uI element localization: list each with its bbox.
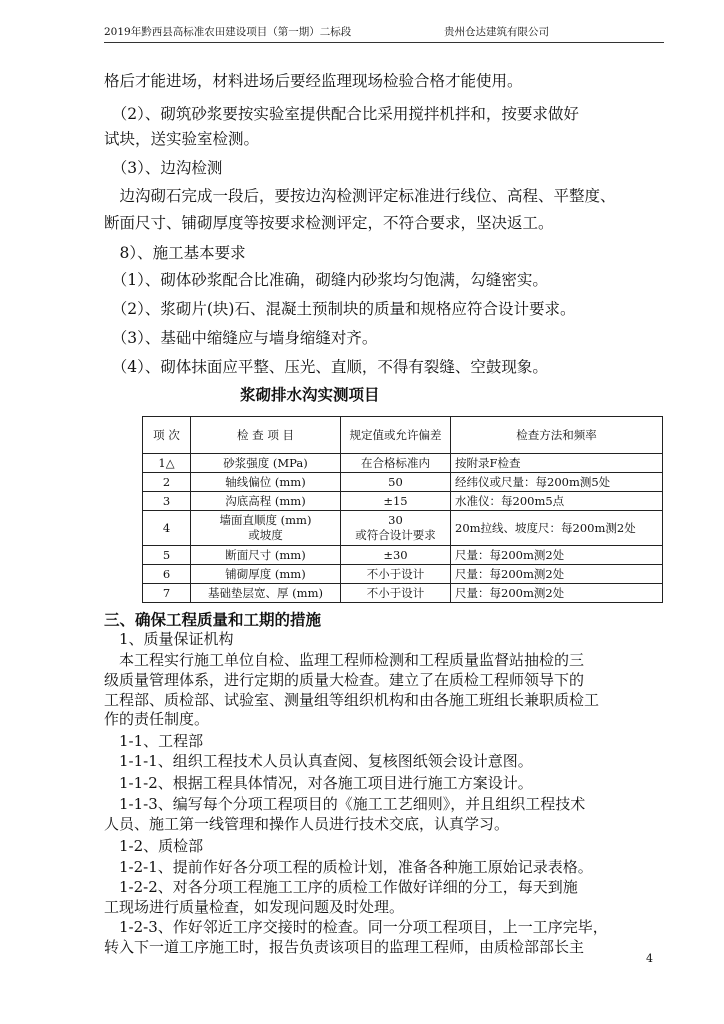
cell-method: 尺量：每200m测2处 — [451, 546, 663, 565]
body-line: 转入下一道工序施工时，报告负责该项目的监理工程师，由质检部部长主 — [104, 938, 585, 956]
cell-value: 不小于设计 — [341, 584, 451, 603]
cell-no: 5 — [143, 546, 191, 565]
cell-no: 1△ — [143, 454, 191, 473]
body-line: （2）、砌筑砂浆要按实验室提供配合比采用搅拌机拌和，按要求做好 — [104, 105, 579, 123]
cell-value-line2: 或符合设计要求 — [355, 528, 436, 542]
body-line: 试块，送实验室检测。 — [104, 130, 260, 148]
cell-no: 2 — [143, 473, 191, 492]
cell-item: 砂浆强度 (MPa) — [191, 454, 341, 473]
page-number: 4 — [646, 952, 653, 965]
table-row — [143, 473, 663, 492]
table-title: 浆砌排水沟实测项目 — [240, 386, 380, 404]
header-cell-value: 规定值或允许偏差 — [341, 417, 451, 454]
body-line: （2）、浆砌片(块)石、混凝土预制块的质量和规格应符合设计要求。 — [104, 300, 576, 318]
inspection-table — [142, 416, 663, 603]
cell-method: 水准仪：每200m5点 — [451, 492, 663, 511]
table-row — [143, 511, 663, 546]
cell-value — [341, 511, 451, 546]
body-line: 1-2、质检部 — [104, 837, 204, 855]
body-line: 本工程实行施工单位自检、监理工程师检测和工程质量监督站抽检的三 — [104, 651, 585, 669]
cell-value: ±30 — [341, 546, 451, 565]
body-line: 1-1、工程部 — [104, 732, 204, 750]
body-line: （1）、砌体砂浆配合比准确，砌缝内砂浆均匀饱满，勾缝密实。 — [104, 271, 548, 289]
cell-no: 6 — [143, 565, 191, 584]
cell-value-line1: 30 — [388, 513, 403, 527]
body-line: 人员、施工第一线管理和操作人员进行技术交底，认真学习。 — [104, 815, 510, 833]
cell-no: 3 — [143, 492, 191, 511]
cell-item: 断面尺寸 (mm) — [191, 546, 341, 565]
header-cell-no: 项 次 — [143, 417, 191, 454]
table-row — [143, 565, 663, 584]
body-line: 1-2-3、作好邻近工序交接时的检查。同一分项工程项目，上一工序完毕， — [104, 918, 608, 936]
table-row — [143, 454, 663, 473]
body-line: 断面尺寸、铺砌厚度等按要求检测评定，不符合要求，坚决返工。 — [104, 214, 554, 232]
table-row — [143, 546, 663, 565]
table-row — [143, 584, 663, 603]
cell-item: 沟底高程 (mm) — [191, 492, 341, 511]
page-header — [104, 22, 664, 43]
header-cell-item: 检 查 项 目 — [191, 417, 341, 454]
cell-item — [191, 511, 341, 546]
cell-value: 在合格标准内 — [341, 454, 451, 473]
body-line: （3）、基础中缩缝应与墙身缩缝对齐。 — [104, 329, 378, 347]
body-line: 级质量管理体系，进行定期的质量大检查。建立了在质检工程师领导下的 — [104, 671, 585, 689]
body-line: 作的责任制度。 — [104, 710, 210, 728]
body-line: 8）、施工基本要求 — [104, 244, 246, 262]
body-line: 1-1-1、组织工程技术人员认真查阅、复核图纸领会设计意图。 — [104, 752, 533, 770]
body-line: 1-2-1、提前作好各分项工程的质检计划，准备各种施工原始记录表格。 — [104, 858, 593, 876]
cell-method: 20m拉线、坡度尺：每200m测2处 — [451, 511, 663, 546]
cell-item-line1: 墙面直顺度 (mm) — [219, 513, 312, 527]
header-company-name: 贵州仓达建筑有限公司 — [444, 26, 549, 38]
section-title: 三、确保工程质量和工期的措施 — [104, 611, 322, 629]
body-line: 1-1-3、编写每个分项工程项目的《施工工艺细则》，并且组织工程技术 — [104, 795, 586, 813]
cell-item-line2: 或坡度 — [248, 528, 283, 542]
body-line: 边沟砌石完成一段后，要按边沟检测评定标准进行线位、高程、平整度、 — [104, 187, 616, 205]
body-line: （3）、边沟检测 — [104, 159, 223, 177]
cell-method: 经纬仪或尺量：每200m测5处 — [451, 473, 663, 492]
cell-method: 尺量：每200m测2处 — [451, 584, 663, 603]
cell-item: 基础垫层宽、厚 (mm) — [191, 584, 341, 603]
cell-no: 7 — [143, 584, 191, 603]
cell-method: 按附录F检查 — [451, 454, 663, 473]
body-line: 1、质量保证机构 — [104, 630, 234, 648]
body-line: （4）、砌体抹面应平整、压光、直顺，不得有裂缝、空鼓现象。 — [104, 358, 548, 376]
cell-value: ±15 — [341, 492, 451, 511]
cell-item: 铺砌厚度 (mm) — [191, 565, 341, 584]
header-cell-method: 检查方法和频率 — [451, 417, 663, 454]
body-line: 工现场进行质量检查，如发现问题及时处理。 — [104, 898, 405, 916]
cell-no: 4 — [143, 511, 191, 546]
body-line: 工程部、质检部、试验室、测量组等组织机构和由各施工班组长兼职质检工 — [104, 691, 600, 709]
cell-value: 不小于设计 — [341, 565, 451, 584]
body-line: 1-1-2、根据工程具体情况，对各施工项目进行施工方案设计。 — [104, 774, 533, 792]
body-line: 1-2-2、对各分项工程施工工序的质检工作做好详细的分工，每天到施 — [104, 878, 578, 896]
cell-item: 轴线偏位 (mm) — [191, 473, 341, 492]
header-project-name: 2019年黔西县高标准农田建设项目（第一期）二标段 — [104, 26, 352, 38]
cell-value: 50 — [341, 473, 451, 492]
cell-method: 尺量：每200m测2处 — [451, 565, 663, 584]
body-line: 格后才能进场，材料进场后要经监理现场检验合格才能使用。 — [104, 72, 523, 90]
table-header-row — [143, 417, 663, 454]
table-row — [143, 492, 663, 511]
